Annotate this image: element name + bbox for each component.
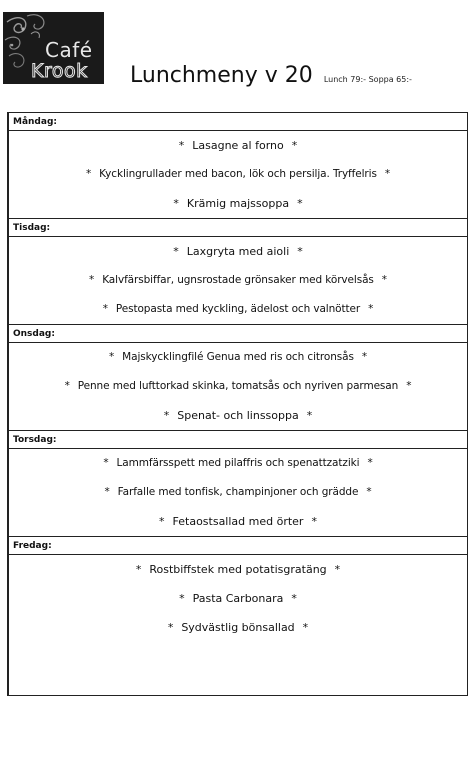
price-info: Lunch 79:- Soppa 65:- <box>323 75 412 84</box>
dish-item: * Penne med lufttorkad skinka, tomatsås och nyriven parmesan * <box>64 380 412 392</box>
day-header: Måndag: <box>9 112 467 131</box>
day-header: Fredag: <box>9 536 467 555</box>
page-title: Lunchmeny v 20 <box>130 63 313 88</box>
day-header: Tisdag: <box>9 218 467 237</box>
cafe-krook-logo <box>3 12 104 84</box>
dish-item: * Pestopasta med kyckling, ädelost och valnötter * <box>102 303 374 315</box>
logo-text-krook: Krook <box>31 60 88 82</box>
dish-item: * Fetaostsallad med örter * <box>159 515 317 528</box>
dish-item: * Lammfärsspett med pilaffris och spenattzatziki * <box>103 457 373 469</box>
dish-item: * Pasta Carbonara * <box>179 592 297 605</box>
dish-item: * Rostbiffstek med potatisgratäng * <box>135 563 341 576</box>
logo-text-cafe: Café <box>45 38 93 62</box>
day-section-thursday <box>9 430 467 536</box>
dish-item: * Majskycklingfilé Genua med ris och citronsås * <box>109 351 367 363</box>
day-section-wednesday <box>9 324 467 430</box>
day-section-monday <box>9 112 467 218</box>
day-section-friday <box>9 536 467 642</box>
dish-item: * Kalvfärsbiffar, ugnsrostade grönsaker med körvelsås * <box>89 274 387 286</box>
day-section-tuesday <box>9 218 467 324</box>
day-header: Torsdag: <box>9 430 467 449</box>
day-header: Onsdag: <box>9 324 467 343</box>
dish-item: * Krämig majssoppa * <box>173 197 303 210</box>
dish-item: * Sydvästlig bönsallad * <box>167 621 309 634</box>
dish-item: * Laxgryta med aioli * <box>173 245 303 258</box>
page-heading <box>130 63 412 88</box>
dish-item: * Farfalle med tonfisk, champinjoner och grädde * <box>104 486 372 498</box>
dish-item: * Lasagne al forno * <box>178 139 298 152</box>
dish-item: * Kycklingrullader med bacon, lök och persilja. Tryffelris * <box>86 168 390 180</box>
menu-table <box>7 112 468 696</box>
dish-item: * Spenat- och linssoppa * <box>163 409 313 422</box>
